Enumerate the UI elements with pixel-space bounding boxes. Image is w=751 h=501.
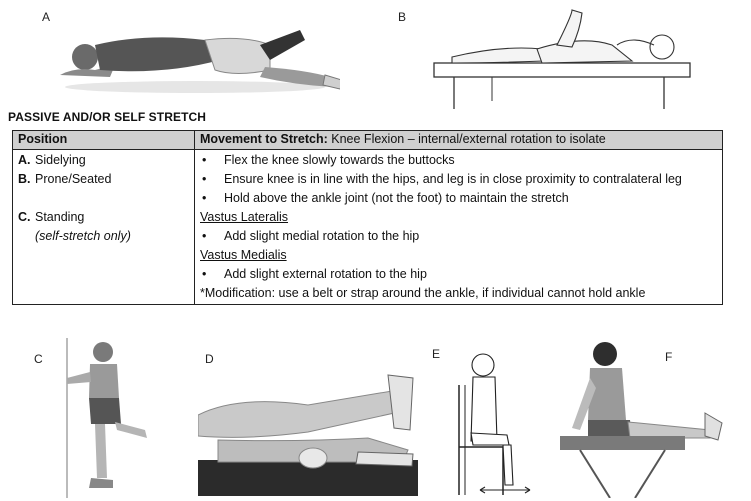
position-item-c: C. Standing	[18, 210, 85, 224]
vastus-medialis-heading: Vastus Medialis	[200, 248, 287, 262]
figure-label-e: E	[432, 347, 441, 361]
seated-stretch-photo	[445, 345, 535, 498]
table-row	[13, 150, 723, 305]
list-item: • Hold above the ankle joint (not the foot) to maintain the stretch	[202, 191, 569, 205]
position-column-header: Position	[13, 131, 195, 150]
figure-label-a: A	[42, 10, 51, 24]
table-header-row	[13, 131, 723, 150]
movement-cell	[195, 150, 723, 305]
list-item: • Flex the knee slowly towards the buttocks	[202, 153, 455, 167]
list-item: • Add slight external rotation to the hip	[202, 267, 427, 281]
standing-stretch-photo	[55, 338, 160, 498]
seated-table-stretch-photo	[560, 338, 725, 498]
list-item: • Ensure knee is in line with the hips, and leg is in close proximity to contralateral leg	[202, 172, 682, 186]
figure-label-f: F	[665, 350, 673, 364]
supine-stretch-photo	[198, 370, 418, 496]
position-item-b: B. Prone/Seated	[18, 172, 112, 186]
section-title: PASSIVE AND/OR SELF STRETCH	[8, 110, 207, 124]
figure-label-d: D	[205, 352, 214, 366]
stretch-instructions-table	[12, 130, 723, 305]
vastus-lateralis-heading: Vastus Lateralis	[200, 210, 289, 224]
prone-stretch-photo	[432, 5, 694, 110]
movement-column-header	[195, 131, 723, 150]
position-item-a: A. Sidelying	[18, 153, 86, 167]
movement-header-text: Knee Flexion – internal/external rotation to isolate	[327, 132, 606, 146]
position-cell	[13, 150, 195, 305]
sidelying-stretch-photo	[55, 15, 340, 95]
modification-note: *Modification: use a belt or strap around the ankle, if individual cannot hold ankle	[200, 286, 646, 300]
figure-label-c: C	[34, 352, 43, 366]
list-item: • Add slight medial rotation to the hip	[202, 229, 420, 243]
movement-header-label: Movement to Stretch:	[200, 132, 328, 146]
position-note: (self-stretch only)	[35, 229, 131, 243]
figure-label-b: B	[398, 10, 407, 24]
